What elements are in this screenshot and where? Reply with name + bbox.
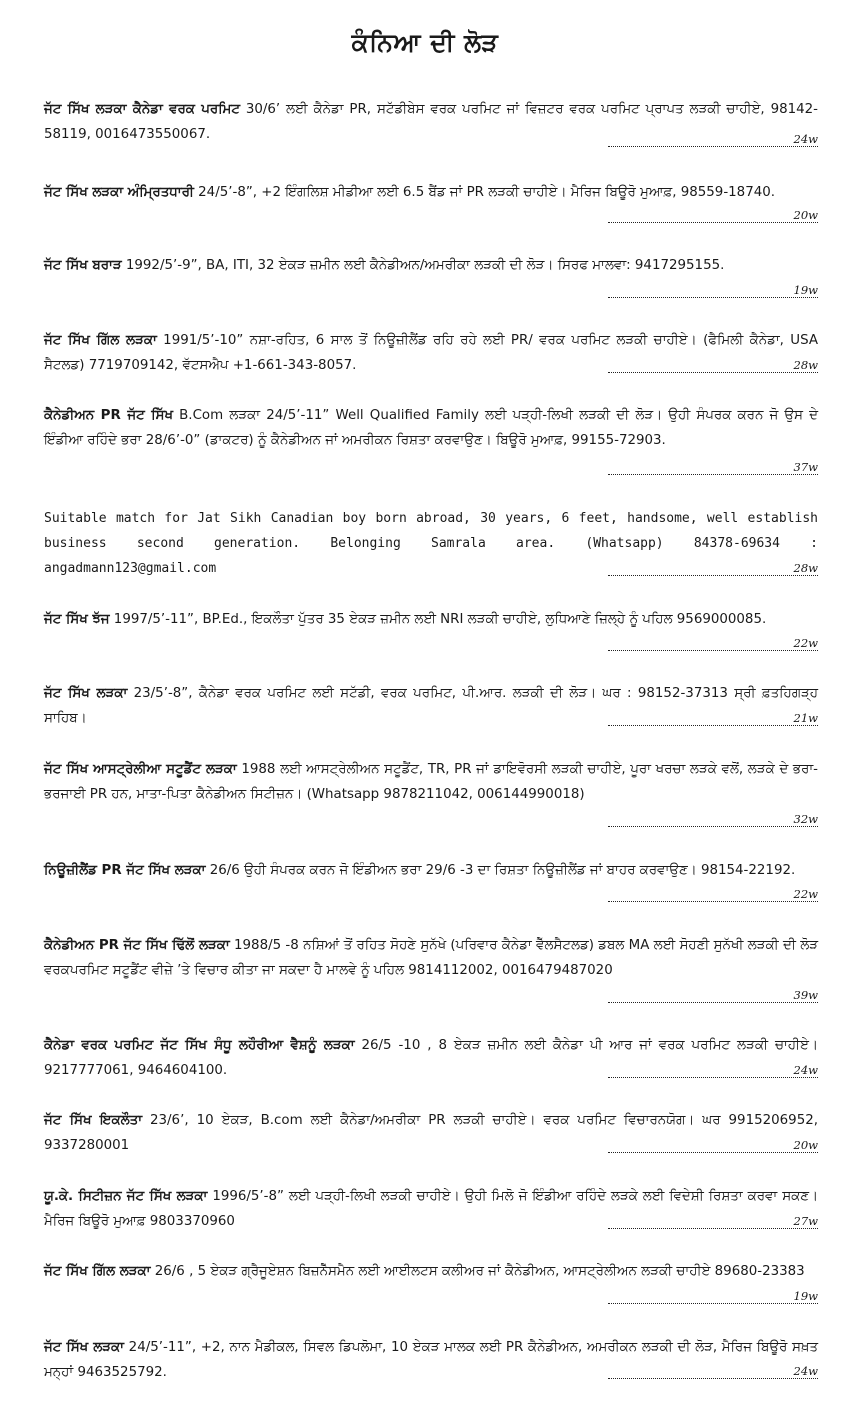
ad-body: 23/5’-8”, ਕੈਨੇਡਾ ਵਰਕ ਪਰਮਿਟ ਲਈ ਸਟੱਡੀ, ਵਰਕ ਪਰਮਿਟ, ਪੀ.ਆਰ. ਲੜਕੀ ਦੀ ਲੋੜ। ਘਰ : 98152-37313 ਸ੍ਰੀ ਫ਼ਤਹਿਗੜ੍ਹ ਸਾਹਿਬ। [44, 686, 818, 726]
ad-lead: ਜੱਟ ਸਿੱਖ ਇਕਲੌਤਾ [44, 1113, 143, 1128]
ad-lead: ਜੱਟ ਸਿੱਖ ਗਿੱਲ ਲੜਕਾ [44, 1264, 151, 1279]
ad-code: 19w [608, 1289, 818, 1304]
ad-code: 32w [608, 812, 818, 827]
ad-body: 24/5’-8”, +2 ਇੰਗਲਿਸ਼ ਮੀਡੀਆ ਲਈ 6.5 ਬੈਂਡ ਜਾਂ PR ਲੜਕੀ ਚਾਹੀਏ। ਮੈਰਿਜ ਬਿਊਰੋ ਮੁਆਫ਼, 98559-18740. [193, 185, 776, 200]
ad-code: 20w [608, 208, 818, 223]
ad-code: 20w [608, 1138, 818, 1153]
ad-body: 1996/5’-8” ਲਈ ਪੜ੍ਹੀ-ਲਿਖੀ ਲੜਕੀ ਚਾਹੀਏ। ਉਹੀ ਮਿਲੋ ਜੋ ਇੰਡੀਆ ਰਹਿੰਦੇ ਲੜਕੇ ਲਈ ਵਿਦੇਸ਼ੀ ਰਿਸ਼ਤਾ ਕਰਵਾ ਸਕਣ। ਮੈਰਿਜ ਬਿਊਰੋ ਮੁਆਫ਼ 9803370960 [44, 1189, 818, 1229]
ad-item [44, 757, 818, 807]
ad-lead: ਜੱਟ ਸਿੱਖ ਲੜਕਾ ਅੰਮ੍ਰਿਤਧਾਰੀ [44, 185, 194, 200]
ad-code: 24w [608, 132, 818, 147]
ad-code: 27w [608, 1214, 818, 1229]
ad-code: 22w [608, 636, 818, 651]
ad-body: B.Com ਲੜਕਾ 24/5’-11” Well Qualified Family ਲਈ ਪੜ੍ਹੀ-ਲਿਖੀ ਲੜਕੀ ਦੀ ਲੋੜ। ਉਹੀ ਸੰਪਰਕ ਕਰਨ ਜੋ ਉਸ ਦੇ ਇੰਡੀਆ ਰਹਿੰਦੇ ਭਰਾ 28/6’-0” (ਡਾਕਟਰ) ਨੂੰ ਕੈਨੇਡੀਅਨ ਜਾਂ ਅਮਰੀਕਨ ਰਿਸ਼ਤਾ ਕਰਵਾਉਣ। ਬਿਊਰੋ ਮੁਆਫ਼, 99155-72903. [44, 408, 818, 448]
ad-body: 1988/5 -8 ਨਸ਼ਿਆਂ ਤੋਂ ਰਹਿਤ ਸੋਹਣੇ ਸੁਨੱਖੇ (ਪਰਿਵਾਰ ਕੈਨੇਡਾ ਵੈੱਲਸੈਟਲਡ) ਡਬਲ MA ਲਈ ਸੋਹਣੀ ਸੁਨੱਖੀ ਲੜਕੀ ਦੀ ਲੋੜ ਵਰਕਪਰਮਿਟ ਸਟੂਡੈਂਟ ਵੀਜ਼ੇ ’ਤੇ ਵਿਚਾਰ ਕੀਤਾ ਜਾ ਸਕਦਾ ਹੈ ਮਾਲਵੇ ਨੂੰ ਪਹਿਲ 9814112002, 0016479487020 [44, 938, 819, 978]
ad-body: 23/6’, 10 ਏਕੜ, B.com ਲਈ ਕੈਨੇਡਾ/ਅਮਰੀਕਾ PR ਲੜਕੀ ਚਾਹੀਏ। ਵਰਕ ਪਰਮਿਟ ਵਿਚਾਰਨਯੋਗ। ਘਰ 9915206952, 9337280001 [44, 1113, 818, 1153]
ad-body: 1988 ਲਈ ਆਸਟ੍ਰੇਲੀਅਨ ਸਟੂਡੈਂਟ, TR, PR ਜਾਂ ਡਾਇਵੋਰਸੀ ਲੜਕੀ ਚਾਹੀਏ, ਪੂਰਾ ਖਰਚਾ ਲੜਕੇ ਵਲੋਂ, ਲੜਕੇ ਦੇ ਭਰਾ-ਭਰਜਾਈ PR ਹਨ, ਮਾਤਾ-ਪਿਤਾ ਕੈਨੇਡੀਅਨ ਸਿਟੀਜ਼ਨ। (Whatsapp 9878211042, 006144990018) [44, 762, 818, 802]
ad-lead: ਜੱਟ ਸਿੱਖ ਲੜਕਾ ਕੈਨੇਡਾ ਵਰਕ ਪਰਮਿਟ [44, 102, 240, 117]
ad-lead: ਜੱਟ ਸਿੱਖ ਝੱਜ [44, 612, 110, 627]
ad-code: 24w [608, 1364, 818, 1379]
ad-item [44, 253, 818, 278]
ad-lead: ਜੱਟ ਸਿੱਖ ਗਿੱਲ ਲੜਕਾ [44, 333, 157, 348]
ad-code: 21w [608, 711, 818, 726]
ad-body: 1992/5’-9”, BA, ITI, 32 ਏਕੜ ਜ਼ਮੀਨ ਲਈ ਕੈਨੇਡੀਅਨ/ਅਮਰੀਕਾ ਲੜਕੀ ਦੀ ਲੋੜ। ਸਿਰਫ ਮਾਲਵਾ: 9417295155. [121, 258, 725, 273]
ad-lead: ਕੈਨੇਡੀਅਨ PR ਜੱਟ ਸਿੱਖ [44, 408, 173, 423]
ad-item [44, 180, 818, 205]
ad-lead: ਨਿਊਜ਼ੀਲੈਂਡ PR ਜੱਟ ਸਿੱਖ ਲੜਕਾ [44, 863, 206, 878]
ad-lead: ਕੈਨੇਡੀਅਨ PR ਜੱਟ ਸਿੱਖ ਢਿੱਲੋਂ ਲੜਕਾ [44, 938, 230, 953]
ad-item [44, 858, 818, 883]
ad-lead: ਜੱਟ ਸਿੱਖ ਲੜਕਾ [44, 686, 128, 701]
ad-item [44, 1259, 818, 1284]
ad-lead: ਯੂ.ਕੇ. ਸਿਟੀਜ਼ਨ ਜੱਟ ਸਿੱਖ ਲੜਕਾ [44, 1189, 208, 1204]
ad-body: 30/6’ ਲਈ ਕੈਨੇਡਾ PR, ਸਟੱਡੀਬੇਸ ਵਰਕ ਪਰਮਿਟ ਜਾਂ ਵਿਜ਼ਟਰ ਵਰਕ ਪਰਮਿਟ ਪ੍ਰਾਪਤ ਲੜਕੀ ਚਾਹੀਏ, 98142-58119, 0016473550067. [44, 102, 818, 142]
ad-body: 24/5’-11”, +2, ਨਾਨ ਮੈਡੀਕਲ, ਸਿਵਲ ਡਿਪਲੋਮਾ, 10 ਏਕੜ ਮਾਲਕ ਲਈ PR ਕੈਨੇਡੀਅਨ, ਅਮਰੀਕਨ ਲੜਕੀ ਦੀ ਲੋੜ, ਮੈਰਿਜ ਬਿਊਰੋ ਸਖ਼ਤ ਮਨ੍ਹਾਂ 9463525792. [44, 1340, 818, 1380]
ad-body: 26/6 ਉਹੀ ਸੰਪਰਕ ਕਰਨ ਜੋ ਇੰਡੀਅਨ ਭਰਾ 29/6 -3 ਦਾ ਰਿਸ਼ਤਾ ਨਿਊਜ਼ੀਲੈਂਡ ਜਾਂ ਬਾਹਰ ਕਰਵਾਉਣ। 98154-22192. [205, 863, 796, 878]
ad-lead: ਕੈਨੇਡਾ ਵਰਕ ਪਰਮਿਟ ਜੱਟ ਸਿੱਖ ਸੰਧੂ ਲਹੌਰੀਆ ਵੈਸ਼ਨੂੰ ਲੜਕਾ [44, 1038, 355, 1053]
ad-code: 39w [608, 988, 818, 1003]
ad-item [44, 403, 818, 453]
ad-item [44, 933, 818, 983]
ad-code: 19w [608, 283, 818, 298]
ad-body: 1991/5’-10” ਨਸ਼ਾ-ਰਹਿਤ, 6 ਸਾਲ ਤੋਂ ਨਿਊਜ਼ੀਲੈਂਡ ਰਹਿ ਰਹੇ ਲਈ PR/ ਵਰਕ ਪਰਮਿਟ ਲੜਕੀ ਚਾਹੀਏ। (ਫੈਮਿਲੀ ਕੈਨੇਡਾ, USA ਸੈਟਲਡ) 7719709142, ਵੱਟਸਐਪ +1-661-343-8057. [44, 333, 818, 373]
ad-body: Suitable match for Jat Sikh Canadian boy born abroad, 30 years, 6 feet, handsome, well establish business second generation. Belonging Samrala area. (Whatsapp) 84378-69634 : angadmann123@gmail.com [44, 511, 818, 576]
ad-item [44, 607, 818, 632]
ad-body: 1997/5’-11”, BP.Ed., ਇਕਲੌਤਾ ਪੁੱਤਰ 35 ਏਕੜ ਜ਼ਮੀਨ ਲਈ NRI ਲੜਕੀ ਚਾਹੀਏ, ਲੁਧਿਆਣੇ ਜ਼ਿਲ੍ਹੇ ਨੂੰ ਪਹਿਲ 9569000085. [109, 612, 767, 627]
ad-code: 28w [608, 358, 818, 373]
ad-body: 26/5 -10 , 8 ਏਕੜ ਜ਼ਮੀਨ ਲਈ ਕੈਨੇਡਾ ਪੀ ਆਰ ਜਾਂ ਵਰਕ ਪਰਮਿਟ ਲੜਕੀ ਚਾਹੀਏ। 9217777061, 9464604100. [44, 1038, 818, 1078]
ad-code: 22w [608, 887, 818, 902]
ad-code: 37w [608, 460, 818, 475]
page-title: ਕੰਨਿਆ ਦੀ ਲੋੜ [351, 28, 499, 57]
ad-lead: ਜੱਟ ਸਿੱਖ ਆਸਟ੍ਰੇਲੀਆ ਸਟੂਡੈਂਟ ਲੜਕਾ [44, 762, 237, 777]
ad-code: 24w [608, 1063, 818, 1078]
ad-code: 28w [608, 561, 818, 576]
ad-lead: ਜੱਟ ਸਿੱਖ ਲੜਕਾ [44, 1340, 124, 1355]
ad-lead: ਜੱਟ ਸਿੱਖ ਬਰਾੜ [44, 258, 122, 273]
ad-body: 26/6 , 5 ਏਕੜ ਗ੍ਰੈਜੂਏਸ਼ਨ ਬਿਜ਼ਨੈੱਸਮੈਨ ਲਈ ਆਈਲਟਸ ਕਲੀਅਰ ਜਾਂ ਕੈਨੇਡੀਅਨ, ਆਸਟ੍ਰੇਲੀਅਨ ਲੜਕੀ ਚਾਹੀਏ 89680-23383 [150, 1264, 805, 1279]
